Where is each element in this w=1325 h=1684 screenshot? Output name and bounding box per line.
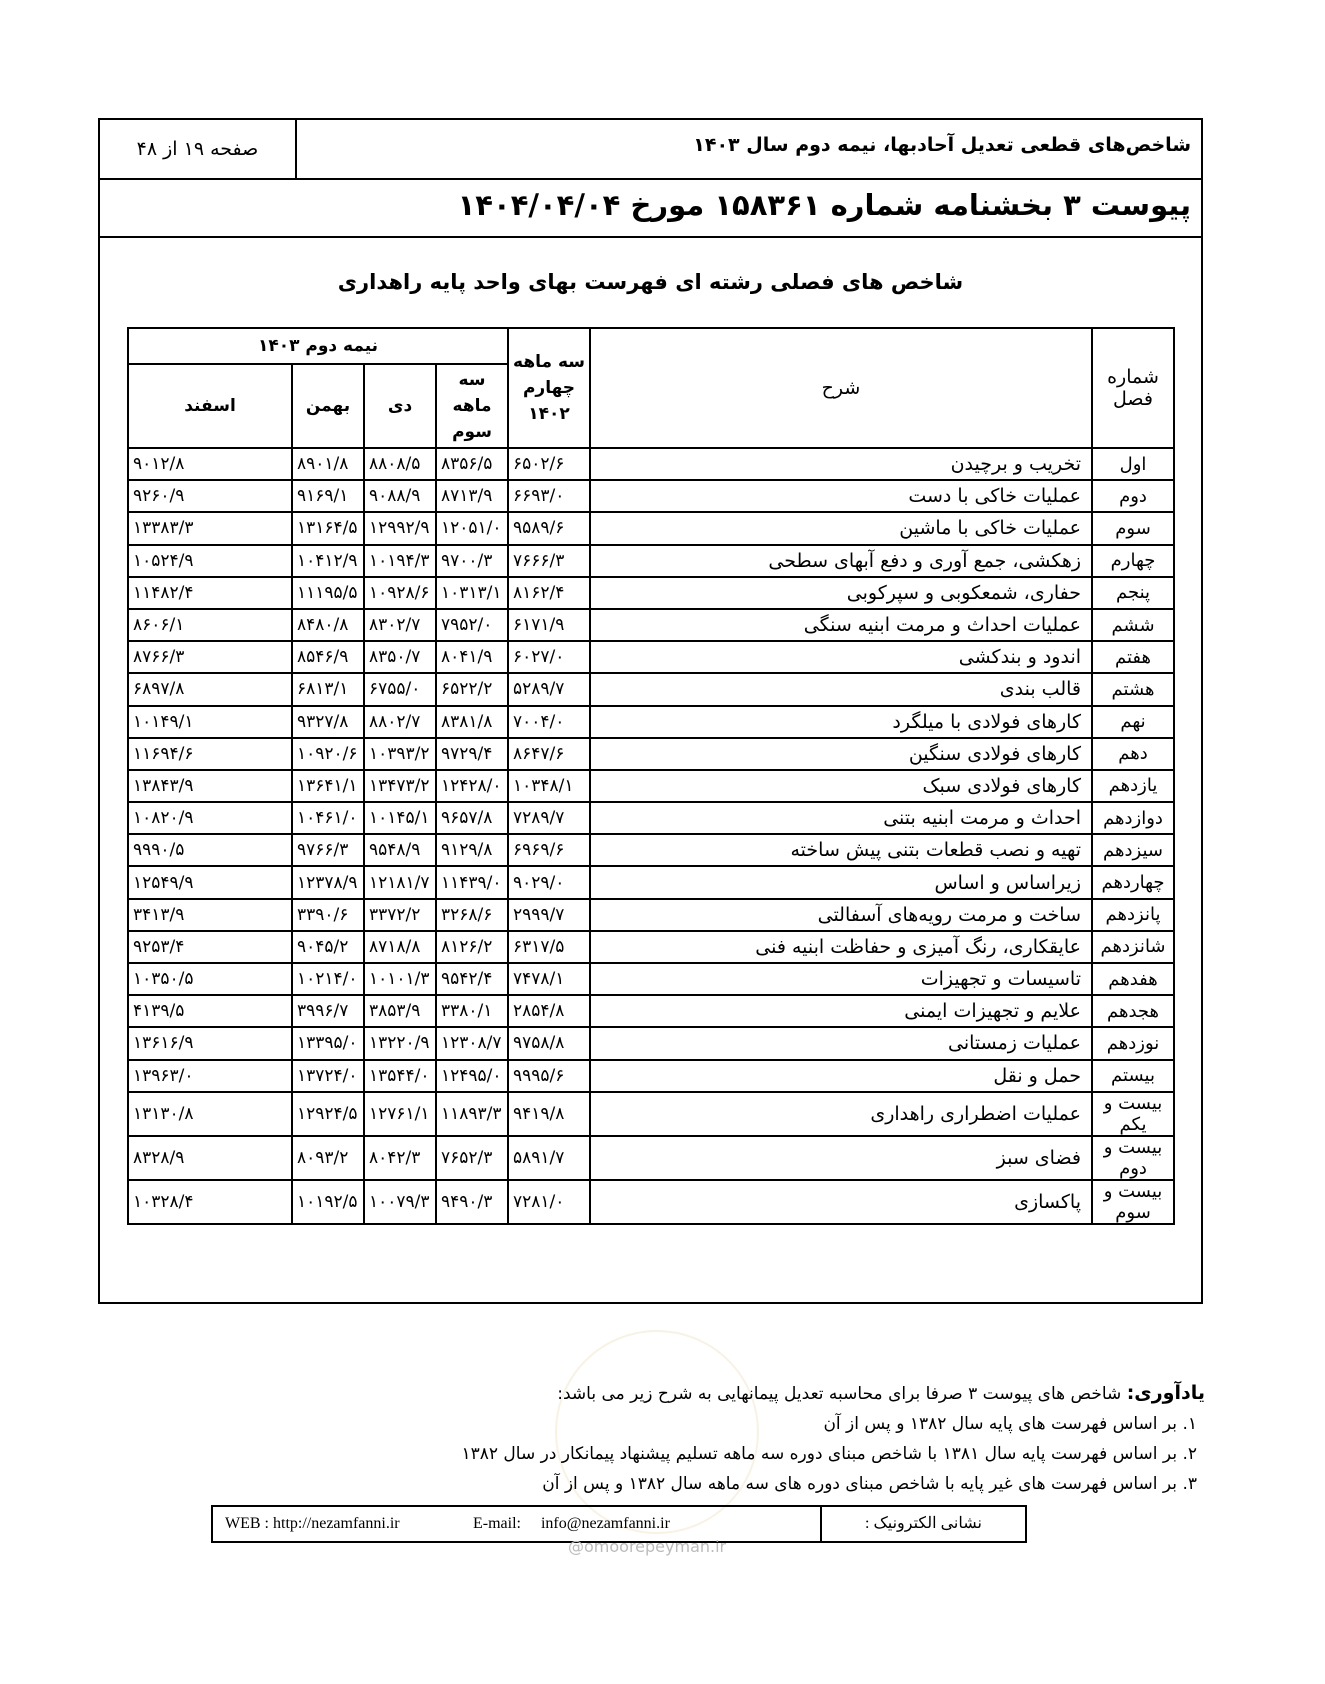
cell-q3: ۶۵۲۲/۲	[436, 673, 508, 705]
cell-bahman: ۳۹۹۶/۷	[292, 995, 364, 1027]
table-row	[128, 802, 1174, 834]
table-row	[128, 1136, 1174, 1180]
doc-title: شاخص‌های قطعی تعدیل آحادبها، نیمه دوم سال ۱۴۰۳	[693, 134, 1191, 156]
appendix-header	[100, 180, 1201, 238]
cell-q4-1402: ۹۰۲۹/۰	[508, 866, 590, 898]
cell-q4-1402: ۶۵۰۲/۶	[508, 448, 590, 480]
cell-dey: ۸۸۰۸/۵	[364, 448, 436, 480]
cell-q4-1402: ۷۲۸۱/۰	[508, 1180, 590, 1224]
cell-dey: ۹۵۴۸/۹	[364, 834, 436, 866]
cell-esfand: ۱۲۵۴۹/۹	[128, 866, 292, 898]
col-q4-1402: سه ماهه چهارم ۱۴۰۲	[508, 328, 590, 448]
cell-chapter: شانزدهم	[1092, 931, 1174, 963]
cell-description: عملیات خاکی با ماشین	[590, 512, 1092, 544]
cell-dey: ۱۲۱۸۱/۷	[364, 866, 436, 898]
table-row	[128, 577, 1174, 609]
cell-esfand: ۱۰۱۴۹/۱	[128, 706, 292, 738]
cell-chapter: سیزدهم	[1092, 834, 1174, 866]
cell-q3: ۸۰۴۱/۹	[436, 641, 508, 673]
cell-description: تهیه و نصب قطعات بتنی پیش ساخته	[590, 834, 1092, 866]
cell-dey: ۹۰۸۸/۹	[364, 480, 436, 512]
cell-q4-1402: ۹۹۹۵/۶	[508, 1060, 590, 1092]
cell-q4-1402: ۹۵۸۹/۶	[508, 512, 590, 544]
cell-q3: ۱۱۴۳۹/۰	[436, 866, 508, 898]
cell-dey: ۱۳۲۲۰/۹	[364, 1027, 436, 1059]
cell-description: کارهای فولادی با میلگرد	[590, 706, 1092, 738]
cell-chapter: بیست و یکم	[1092, 1092, 1174, 1136]
cell-esfand: ۹۲۶۰/۹	[128, 480, 292, 512]
table-row	[128, 706, 1174, 738]
cell-chapter: یازدهم	[1092, 770, 1174, 802]
cell-description: زیراساس و اساس	[590, 866, 1092, 898]
cell-esfand: ۱۳۹۶۳/۰	[128, 1060, 292, 1092]
cell-chapter: پانزدهم	[1092, 899, 1174, 931]
cell-q4-1402: ۷۴۷۸/۱	[508, 963, 590, 995]
note-item: ۱. بر اساس فهرست های پایه سال ۱۳۸۲ و پس از آن	[823, 1414, 1197, 1434]
cell-q3: ۱۱۸۹۳/۳	[436, 1092, 508, 1136]
cell-description: تاسیسات و تجهیزات	[590, 963, 1092, 995]
cell-esfand: ۹۰۱۲/۸	[128, 448, 292, 480]
cell-dey: ۱۲۹۹۲/۹	[364, 512, 436, 544]
page-number: صفحه ۱۹ از ۴۸	[100, 120, 297, 178]
cell-q3: ۷۶۵۲/۳	[436, 1136, 508, 1180]
notes	[205, 1378, 1205, 1499]
cell-bahman: ۱۲۳۷۸/۹	[292, 866, 364, 898]
cell-description: حمل و نقل	[590, 1060, 1092, 1092]
cell-esfand: ۴۱۳۹/۵	[128, 995, 292, 1027]
cell-q4-1402: ۶۳۱۷/۵	[508, 931, 590, 963]
cell-esfand: ۱۰۵۲۴/۹	[128, 545, 292, 577]
cell-q3: ۹۷۲۹/۴	[436, 738, 508, 770]
cell-q4-1402: ۹۷۵۸/۸	[508, 1027, 590, 1059]
cell-chapter: بیست و سوم	[1092, 1180, 1174, 1224]
cell-chapter: هفدهم	[1092, 963, 1174, 995]
cell-chapter: پنجم	[1092, 577, 1174, 609]
cell-esfand: ۶۸۹۷/۸	[128, 673, 292, 705]
table-row	[128, 480, 1174, 512]
cell-q3: ۳۳۸۰/۱	[436, 995, 508, 1027]
note-item: ۲. بر اساس فهرست پایه سال ۱۳۸۱ با شاخص مبنای دوره سه ماهه تسلیم پیشنهاد پیمانکار در سال ۱۳۸۲	[461, 1444, 1197, 1464]
cell-description: عملیات احداث و مرمت ابنیه سنگی	[590, 609, 1092, 641]
table-row	[128, 1180, 1174, 1224]
table-row	[128, 545, 1174, 577]
email-link[interactable]	[473, 1515, 670, 1533]
cell-bahman: ۱۳۶۴۱/۱	[292, 770, 364, 802]
cell-dey: ۶۷۵۵/۰	[364, 673, 436, 705]
cell-dey: ۸۳۵۰/۷	[364, 641, 436, 673]
cell-dey: ۱۳۵۴۴/۰	[364, 1060, 436, 1092]
cell-q3: ۹۴۹۰/۳	[436, 1180, 508, 1224]
cell-esfand: ۳۴۱۳/۹	[128, 899, 292, 931]
cell-description: کارهای فولادی سنگین	[590, 738, 1092, 770]
cell-dey: ۸۷۱۸/۸	[364, 931, 436, 963]
cell-q4-1402: ۶۶۹۳/۰	[508, 480, 590, 512]
table-row	[128, 738, 1174, 770]
cell-esfand: ۹۹۹۰/۵	[128, 834, 292, 866]
cell-dey: ۱۰۳۹۳/۲	[364, 738, 436, 770]
cell-bahman: ۸۰۹۳/۲	[292, 1136, 364, 1180]
cell-q4-1402: ۲۹۹۹/۷	[508, 899, 590, 931]
col-description: شرح	[590, 328, 1092, 448]
cell-q4-1402: ۲۸۵۴/۸	[508, 995, 590, 1027]
cell-dey: ۱۰۱۹۴/۳	[364, 545, 436, 577]
cell-bahman: ۱۰۴۶۱/۰	[292, 802, 364, 834]
table-row	[128, 995, 1174, 1027]
cell-chapter: هجدهم	[1092, 995, 1174, 1027]
note-item: ۳. بر اساس فهرست های غیر پایه با شاخص مبنای دوره های سه ماهه سال ۱۳۸۲ و پس از آن	[542, 1474, 1197, 1494]
cell-q4-1402: ۱۰۳۴۸/۱	[508, 770, 590, 802]
col-bahman: بهمن	[292, 364, 364, 448]
email-address: info@nezamfanni.ir	[540, 1515, 670, 1532]
cell-chapter: هشتم	[1092, 673, 1174, 705]
table-row	[128, 866, 1174, 898]
cell-esfand: ۱۰۳۲۸/۴	[128, 1180, 292, 1224]
cell-bahman: ۸۵۴۶/۹	[292, 641, 364, 673]
cell-dey: ۸۳۰۲/۷	[364, 609, 436, 641]
col-group-second-half: نیمه دوم ۱۴۰۳	[128, 328, 508, 364]
cell-chapter: چهارم	[1092, 545, 1174, 577]
cell-chapter: نوزدهم	[1092, 1027, 1174, 1059]
cell-chapter: ششم	[1092, 609, 1174, 641]
cell-q4-1402: ۶۱۷۱/۹	[508, 609, 590, 641]
cell-q3: ۸۳۵۶/۵	[436, 448, 508, 480]
table-row	[128, 1027, 1174, 1059]
table-row	[128, 609, 1174, 641]
contact-label: نشانی الکترونیک :	[820, 1507, 1025, 1541]
cell-q4-1402: ۷۲۸۹/۷	[508, 802, 590, 834]
cell-esfand: ۸۷۶۶/۳	[128, 641, 292, 673]
cell-esfand: ۸۳۲۸/۹	[128, 1136, 292, 1180]
cell-esfand: ۱۱۶۹۴/۶	[128, 738, 292, 770]
cell-bahman: ۹۱۶۹/۱	[292, 480, 364, 512]
cell-esfand: ۸۶۰۶/۱	[128, 609, 292, 641]
cell-dey: ۳۸۵۳/۹	[364, 995, 436, 1027]
cell-esfand: ۱۳۶۱۶/۹	[128, 1027, 292, 1059]
cell-q3: ۹۵۴۲/۴	[436, 963, 508, 995]
cell-dey: ۱۰۱۴۵/۱	[364, 802, 436, 834]
cell-description: عملیات زمستانی	[590, 1027, 1092, 1059]
web-link[interactable]: WEB : http://nezamfanni.ir	[225, 1515, 400, 1532]
cell-bahman: ۹۰۴۵/۲	[292, 931, 364, 963]
cell-dey: ۱۲۷۶۱/۱	[364, 1092, 436, 1136]
cell-esfand: ۱۳۸۴۳/۹	[128, 770, 292, 802]
cell-chapter: دوم	[1092, 480, 1174, 512]
appendix-title: پیوست ۳ بخشنامه شماره ۱۵۸۳۶۱ مورخ ۱۴۰۴/۰۴/۰۴	[457, 188, 1191, 222]
cell-bahman: ۱۲۹۲۴/۵	[292, 1092, 364, 1136]
cell-description: احداث و مرمت ابنیه بتنی	[590, 802, 1092, 834]
cell-dey: ۱۳۴۷۳/۲	[364, 770, 436, 802]
cell-description: ساخت و مرمت رویه‌های آسفالتی	[590, 899, 1092, 931]
cell-bahman: ۶۸۱۳/۱	[292, 673, 364, 705]
col-q3: سه ماهه سوم	[436, 364, 508, 448]
cell-chapter: هفتم	[1092, 641, 1174, 673]
cell-bahman: ۹۳۲۷/۸	[292, 706, 364, 738]
table-row	[128, 770, 1174, 802]
cell-bahman: ۳۳۹۰/۶	[292, 899, 364, 931]
table-row	[128, 448, 1174, 480]
document-frame	[98, 118, 1203, 1304]
doc-header	[100, 120, 1201, 180]
cell-q4-1402: ۹۴۱۹/۸	[508, 1092, 590, 1136]
cell-esfand: ۱۰۸۲۰/۹	[128, 802, 292, 834]
cell-q4-1402: ۶۹۶۹/۶	[508, 834, 590, 866]
cell-esfand: ۱۳۱۳۰/۸	[128, 1092, 292, 1136]
cell-description: علایم و تجهیزات ایمنی	[590, 995, 1092, 1027]
cell-esfand: ۱۱۴۸۲/۴	[128, 577, 292, 609]
cell-chapter: چهاردهم	[1092, 866, 1174, 898]
cell-description: عایقکاری، رنگ آمیزی و حفاظت ابنیه فنی	[590, 931, 1092, 963]
cell-description: قالب بندی	[590, 673, 1092, 705]
cell-description: کارهای فولادی سبک	[590, 770, 1092, 802]
cell-dey: ۱۰۱۰۱/۳	[364, 963, 436, 995]
cell-q4-1402: ۷۶۶۶/۳	[508, 545, 590, 577]
cell-chapter: بیستم	[1092, 1060, 1174, 1092]
cell-bahman: ۱۰۹۲۰/۶	[292, 738, 364, 770]
email-label: E-mail:	[473, 1515, 521, 1532]
cell-q4-1402: ۸۱۶۲/۴	[508, 577, 590, 609]
cell-q3: ۸۱۲۶/۲	[436, 931, 508, 963]
cell-q3: ۳۲۶۸/۶	[436, 899, 508, 931]
table-row	[128, 1092, 1174, 1136]
cell-dey: ۱۰۹۲۸/۶	[364, 577, 436, 609]
cell-chapter: دهم	[1092, 738, 1174, 770]
cell-q3: ۹۷۰۰/۳	[436, 545, 508, 577]
table-row	[128, 1060, 1174, 1092]
cell-q3: ۷۹۵۲/۰	[436, 609, 508, 641]
cell-dey: ۸۸۰۲/۷	[364, 706, 436, 738]
cell-q3: ۱۲۴۹۵/۰	[436, 1060, 508, 1092]
cell-esfand: ۹۲۵۳/۴	[128, 931, 292, 963]
cell-q3: ۸۷۱۳/۹	[436, 480, 508, 512]
cell-chapter: سوم	[1092, 512, 1174, 544]
cell-esfand: ۱۳۳۸۳/۳	[128, 512, 292, 544]
cell-bahman: ۸۹۰۱/۸	[292, 448, 364, 480]
cell-bahman: ۱۳۳۹۵/۰	[292, 1027, 364, 1059]
cell-chapter: دوازدهم	[1092, 802, 1174, 834]
cell-q3: ۱۰۳۱۳/۱	[436, 577, 508, 609]
cell-description: زهکشی، جمع آوری و دفع آبهای سطحی	[590, 545, 1092, 577]
col-chapter: شماره فصل	[1092, 328, 1174, 448]
table-row	[128, 834, 1174, 866]
table-row	[128, 931, 1174, 963]
cell-chapter: اول	[1092, 448, 1174, 480]
cell-q4-1402: ۵۲۸۹/۷	[508, 673, 590, 705]
cell-q3: ۹۱۲۹/۸	[436, 834, 508, 866]
cell-q3: ۹۶۵۷/۸	[436, 802, 508, 834]
cell-dey: ۱۰۰۷۹/۳	[364, 1180, 436, 1224]
notes-lead: یادآوری:	[1126, 1382, 1205, 1404]
cell-bahman: ۸۴۸۰/۸	[292, 609, 364, 641]
table-title: شاخص های فصلی رشته ای فهرست بهای واحد پایه راهداری	[337, 270, 964, 294]
cell-bahman: ۱۰۱۹۲/۵	[292, 1180, 364, 1224]
cell-description: عملیات اضطراری راهداری	[590, 1092, 1092, 1136]
table-row	[128, 673, 1174, 705]
cell-q4-1402: ۷۰۰۴/۰	[508, 706, 590, 738]
cell-bahman: ۱۱۱۹۵/۵	[292, 577, 364, 609]
cell-description: حفاری، شمعکوبی و سپرکوبی	[590, 577, 1092, 609]
cell-chapter: نهم	[1092, 706, 1174, 738]
cell-description: تخریب و برچیدن	[590, 448, 1092, 480]
cell-dey: ۸۰۴۲/۳	[364, 1136, 436, 1180]
cell-bahman: ۱۳۱۶۴/۵	[292, 512, 364, 544]
cell-q3: ۱۲۰۵۱/۰	[436, 512, 508, 544]
cell-q3: ۱۲۴۲۸/۰	[436, 770, 508, 802]
cell-q4-1402: ۶۰۲۷/۰	[508, 641, 590, 673]
cell-q4-1402: ۵۸۹۱/۷	[508, 1136, 590, 1180]
cell-bahman: ۹۷۶۶/۳	[292, 834, 364, 866]
table-row	[128, 899, 1174, 931]
table-row	[128, 512, 1174, 544]
cell-chapter: بیست و دوم	[1092, 1136, 1174, 1180]
cell-q4-1402: ۸۶۴۷/۶	[508, 738, 590, 770]
cell-description: اندود و بندکشی	[590, 641, 1092, 673]
cell-description: فضای سبز	[590, 1136, 1092, 1180]
table-row	[128, 641, 1174, 673]
cell-q3: ۸۳۸۱/۸	[436, 706, 508, 738]
col-dey: دی	[364, 364, 436, 448]
table-row	[128, 963, 1174, 995]
cell-esfand: ۱۰۳۵۰/۵	[128, 963, 292, 995]
cell-bahman: ۱۰۲۱۴/۰	[292, 963, 364, 995]
cell-bahman: ۱۳۷۲۴/۰	[292, 1060, 364, 1092]
cell-dey: ۳۳۷۲/۲	[364, 899, 436, 931]
cell-q3: ۱۲۳۰۸/۷	[436, 1027, 508, 1059]
col-esfand: اسفند	[128, 364, 292, 448]
notes-intro: شاخص های پیوست ۳ صرفا برای محاسبه تعدیل پیمانهایی به شرح زیر می باشد:	[557, 1384, 1122, 1404]
cell-description: پاکسازی	[590, 1180, 1092, 1224]
watermark-text: @omoorepeyman.ir	[568, 1537, 727, 1556]
index-table	[127, 327, 1175, 1225]
cell-bahman: ۱۰۴۱۲/۹	[292, 545, 364, 577]
cell-description: عملیات خاکی با دست	[590, 480, 1092, 512]
